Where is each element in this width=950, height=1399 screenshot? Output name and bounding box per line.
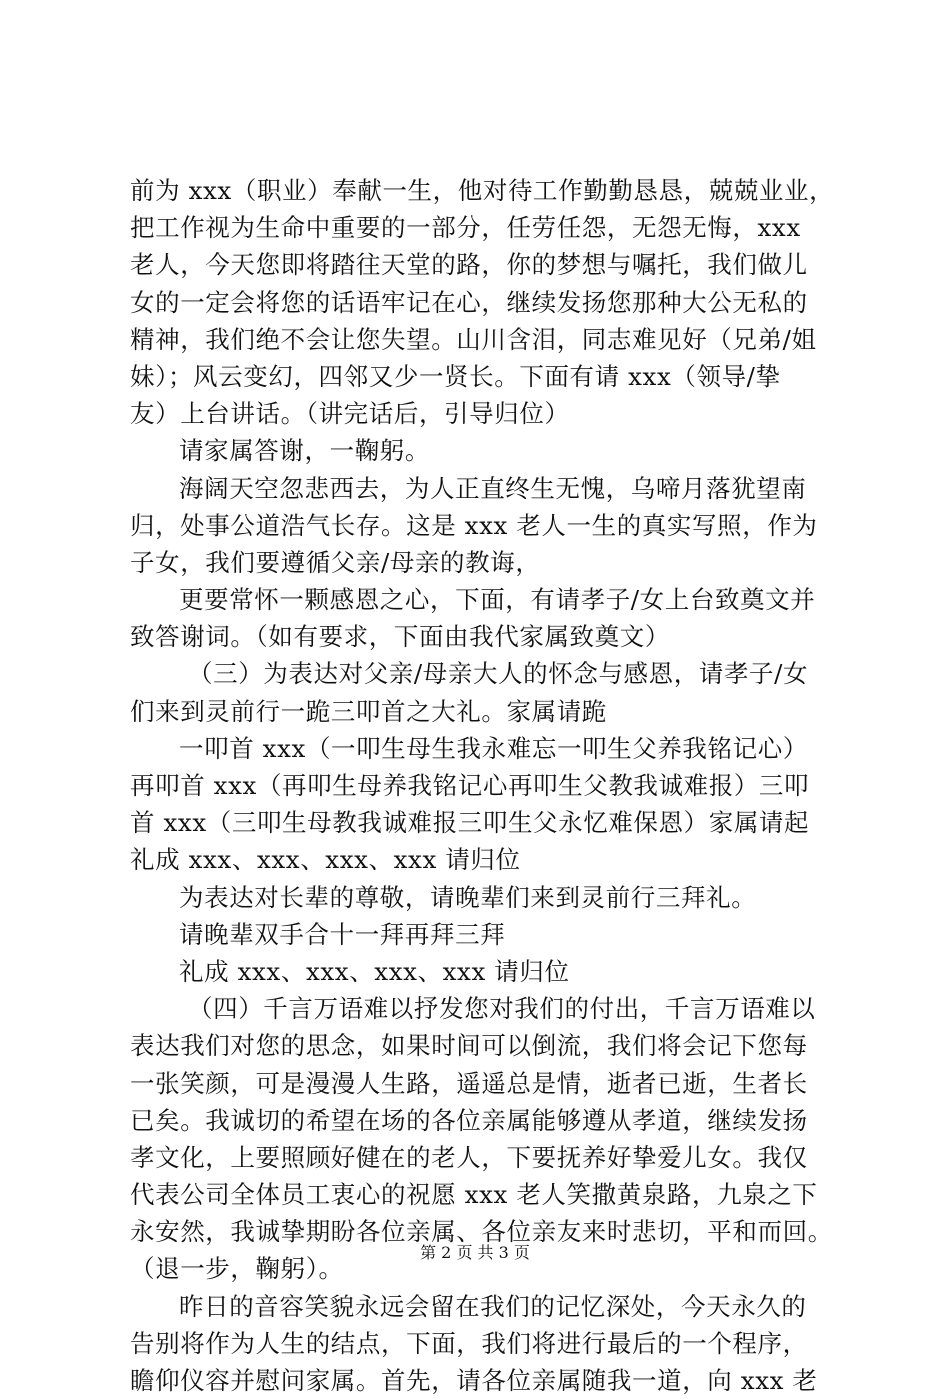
text-line: 子女，我们要遵循父亲/母亲的教诲， <box>130 547 541 577</box>
paragraph-start-line: 请家属答谢，一鞠躬。 <box>179 436 430 466</box>
section-heading-line: （四）千言万语难以抒发您对我们的付出，千言万语难以 <box>188 994 816 1024</box>
text-line: 孝文化，上要照顾好健在的老人，下要抚养好挚爱儿女。我仅 <box>130 1142 808 1172</box>
text-line: 女的一定会将您的话语牢记在心，继续发扬您那种大公无私的 <box>130 287 808 317</box>
paragraph-start-line: 一叩首 xxx（一叩生母生我永难忘一叩生父养我铭记心） <box>179 733 808 763</box>
text-line: 已矣。我诚切的希望在场的各位亲属能够遵从孝道，继续发扬 <box>130 1105 808 1135</box>
text-line: 把工作视为生命中重要的一部分，任劳任怨，无怨无悔，xxx <box>130 213 801 243</box>
page-number-label: 第 2 页 共 3 页 <box>420 1243 530 1262</box>
text-line: 礼成 xxx、xxx、xxx、xxx 请归位 <box>130 845 521 875</box>
text-line: 永安然，我诚挚期盼各位亲属、各位亲友来时悲切，平和而回。 <box>130 1217 833 1247</box>
text-line: 老人，今天您即将踏往天堂的路，你的梦想与嘱托，我们做儿 <box>130 250 808 280</box>
section-heading-line: （三）为表达对父亲/母亲大人的怀念与感恩，请孝子/女 <box>188 659 809 689</box>
document-body <box>130 172 850 1399</box>
text-line: 告别将作为人生的结点，下面，我们将进行最后的一个程序， <box>130 1328 808 1358</box>
text-line: 精神，我们绝不会让您失望。山川含泪，同志难见好（兄弟/姐 <box>130 324 817 354</box>
text-line: 再叩首 xxx（再叩生母养我铭记心再叩生父教我诚难报）三叩 <box>130 771 810 800</box>
text-line: 瞻仰仪容并慰问家属。首先，请各位亲属随我一道，向 xxx 老 <box>130 1366 818 1395</box>
text-line: 致答谢词。（如有要求，下面由我代家属致奠文） <box>130 622 670 652</box>
text-line: 前为 xxx（职业）奉献一生，他对待工作勤勤恳恳，兢兢业业， <box>130 176 835 205</box>
text-line: （退一步，鞠躬）。 <box>130 1254 344 1284</box>
text-line: 们来到灵前行一跪三叩首之大礼。家属请跪 <box>130 696 607 726</box>
text-line: 妹）；风云变幻，四邻又少一贤长。下面有请 xxx（领导/挚 <box>130 361 781 391</box>
text-line: 友）上台讲话。（讲完话后，引导归位） <box>130 399 570 429</box>
paragraph-start-line: 礼成 xxx、xxx、xxx、xxx 请归位 <box>179 956 570 986</box>
paragraph-start-line: 海阔天空忽悲西去，为人正直终生无愧，乌啼月落犹望南 <box>179 473 807 503</box>
text-line: 首 xxx（三叩生母教我诚难报三叩生父永忆难保恩）家属请起 <box>130 808 810 838</box>
paragraph-start-line: 更要常怀一颗感恩之心，下面，有请孝子/女上台致奠文并 <box>179 585 816 615</box>
text-line: 代表公司全体员工衷心的祝愿 xxx 老人笑撒黄泉路，九泉之下 <box>130 1180 818 1210</box>
paragraph-start-line: 为表达对长辈的尊敬，请晚辈们来到灵前行三拜礼。 <box>179 882 757 912</box>
text-line: 表达我们对您的思念，如果时间可以倒流，我们将会记下您每 <box>130 1031 808 1061</box>
text-line: 一张笑颜，可是漫漫人生路，遥遥总是情，逝者已逝，生者长 <box>130 1068 808 1098</box>
paragraph-start-line: 请晚辈双手合十一拜再拜三拜 <box>179 919 506 949</box>
text-line: 归，处事公道浩气长存。这是 xxx 老人一生的真实写照，作为 <box>130 510 818 540</box>
paragraph-start-line: 昨日的音容笑貌永远会留在我们的记忆深处，今天永久的 <box>179 1291 807 1321</box>
page-footer <box>0 1240 950 1263</box>
